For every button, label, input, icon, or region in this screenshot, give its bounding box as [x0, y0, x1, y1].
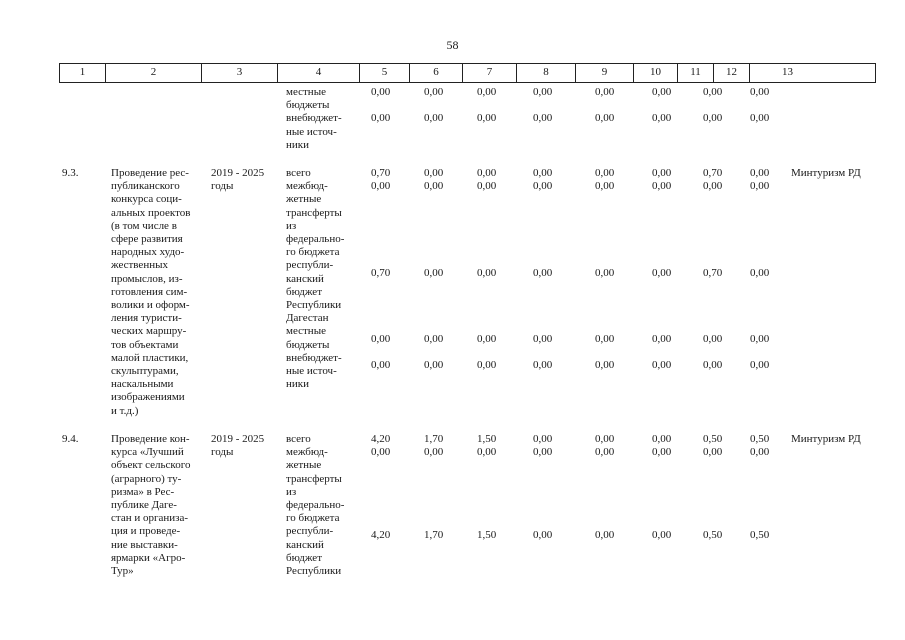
table-row-col-11: 0,00 — [703, 446, 723, 458]
table-row-col-9: 0,00 — [595, 333, 615, 345]
header-col-9: 9 — [576, 64, 634, 82]
item-executor: Минтуризм РД — [791, 433, 861, 445]
funding-source-label: бюджет — [286, 551, 322, 564]
funding-source-label: местные — [286, 325, 326, 338]
table-row-extrabudgetary-col-11: 0,00 — [703, 112, 723, 124]
header-col-10: 10 — [634, 64, 678, 82]
table-row-col-5: 0,70 — [371, 267, 391, 279]
table-row-col-10: 0,00 — [652, 267, 672, 279]
item-period: годы — [211, 180, 234, 193]
table-row-col-7: 1,50 — [477, 529, 497, 541]
funding-source-label: республи- — [286, 259, 334, 272]
funding-source-label: го бюджета — [286, 512, 340, 525]
table-row-extrabudgetary-col-12: 0,00 — [750, 112, 770, 124]
table-row-col-8: 0,00 — [533, 359, 553, 371]
funding-source-label: трансферты — [286, 472, 342, 485]
table-row-local-budgets-col-10: 0,00 — [652, 86, 672, 98]
table-row-col-9: 0,00 — [595, 529, 615, 541]
table-row-col-10: 0,00 — [652, 180, 672, 192]
table-row-col-7: 0,00 — [477, 180, 497, 192]
table-row-col-5: 0,70 — [371, 167, 391, 179]
table-row-col-11: 0,00 — [703, 333, 723, 345]
header-col-3: 3 — [202, 64, 278, 82]
table-row-col-6: 0,00 — [424, 267, 444, 279]
table-row-col-7: 1,50 — [477, 433, 497, 445]
table-row-local-budgets-col-5: 0,00 — [371, 86, 391, 98]
table-row-col-11: 0,50 — [703, 433, 723, 445]
funding-source-label: межбюд- — [286, 180, 328, 193]
table-row-col-10: 0,00 — [652, 167, 672, 179]
header-col-6: 6 — [410, 64, 463, 82]
table-row-col-9: 0,00 — [595, 433, 615, 445]
table-row-col-12: 0,00 — [750, 359, 770, 371]
table-row-col-8: 0,00 — [533, 333, 553, 345]
table-row-extrabudgetary-col-5: 0,00 — [371, 112, 391, 124]
item-period: годы — [211, 446, 234, 459]
table-row-col-5: 4,20 — [371, 433, 391, 445]
table-row-local-budgets-col-7: 0,00 — [477, 86, 497, 98]
table-row-col-10: 0,00 — [652, 359, 672, 371]
table-row-col-9: 0,00 — [595, 167, 615, 179]
table-row-extrabudgetary-col-6: 0,00 — [424, 112, 444, 124]
table-row-col-8: 0,00 — [533, 529, 553, 541]
item-description: Проведение рес- публиканского конкурса соци- альных проектов (в том числе в сфере развития народных худо- жественных промыслов, из- готовления сим- волики и оформ- ления туристи- ческих маршру- тов объектами малой пластики, скульптурами, наскальными изображениями и т.д.) — [111, 167, 191, 417]
funding-source-label: федерально- — [286, 499, 345, 511]
table-row-col-12: 0,50 — [750, 433, 770, 445]
table-row-col-6: 0,00 — [424, 359, 444, 371]
table-row-col-5: 0,00 — [371, 180, 391, 192]
funding-source-label: жетные — [286, 193, 322, 206]
funding-source-label: Дагестан — [286, 312, 329, 325]
table-row-col-8: 0,00 — [533, 180, 553, 192]
table-row-col-5: 0,00 — [371, 333, 391, 345]
funding-source-label: бюджеты — [286, 99, 330, 112]
header-col-8: 8 — [517, 64, 576, 82]
table-row-col-12: 0,00 — [750, 446, 770, 458]
table-row-col-9: 0,00 — [595, 359, 615, 371]
table-row-col-10: 0,00 — [652, 333, 672, 345]
table-row-col-6: 0,00 — [424, 167, 444, 179]
table-row-col-7: 0,00 — [477, 359, 497, 371]
table-row-col-11: 0,00 — [703, 359, 723, 371]
funding-source-label: жетные — [286, 459, 322, 472]
funding-source-label: всего — [286, 167, 311, 179]
funding-source-label: бюджеты — [286, 338, 330, 351]
table-row-col-12: 0,00 — [750, 333, 770, 345]
item-number: 9.4. — [62, 433, 79, 445]
item-description: Проведение кон- курса «Лучший объект сельского (аграрного) ту- ризма» в Рес- публике Даге- стан и организа- ция и проведе- ние выставки- ярмарки «Агро- Тур» — [111, 433, 191, 578]
funding-source-label: местные — [286, 86, 326, 98]
table-row-col-8: 0,00 — [533, 446, 553, 458]
table-row-col-11: 0,70 — [703, 167, 723, 179]
table-row-col-5: 0,00 — [371, 359, 391, 371]
table-row-col-12: 0,50 — [750, 529, 770, 541]
funding-source-label: ники — [286, 378, 310, 391]
funding-source-label: канский — [286, 538, 324, 551]
header-col-12: 12 — [714, 64, 750, 82]
table-row-extrabudgetary-col-10: 0,00 — [652, 112, 672, 124]
header-col-5: 5 — [360, 64, 410, 82]
funding-source-label: из — [286, 485, 297, 498]
page-number: 58 — [446, 38, 459, 52]
header-col-7: 7 — [463, 64, 517, 82]
funding-source-label: ные источ- — [286, 365, 337, 377]
item-number: 9.3. — [62, 167, 79, 179]
table-row-col-6: 1,70 — [424, 529, 444, 541]
funding-source-label: бюджет — [286, 285, 322, 298]
table-row-col-11: 0,70 — [703, 267, 723, 279]
table-row-col-5: 0,00 — [371, 446, 391, 458]
table-row-local-budgets-col-8: 0,00 — [533, 86, 553, 98]
funding-source-label: ники — [286, 138, 310, 151]
table-row-col-10: 0,00 — [652, 529, 672, 541]
table-row-col-9: 0,00 — [595, 180, 615, 192]
table-row-col-6: 0,00 — [424, 333, 444, 345]
header-col-2: 2 — [106, 64, 202, 82]
funding-source-label: федерально- — [286, 233, 345, 245]
funding-source-label: канский — [286, 272, 324, 285]
table-header-row — [59, 63, 876, 83]
header-col-11: 11 — [678, 64, 714, 82]
item-period: 2019 - 2025 — [211, 167, 265, 179]
table-row-extrabudgetary-col-7: 0,00 — [477, 112, 497, 124]
funding-source-label: межбюд- — [286, 446, 328, 459]
funding-source-label: ные источ- — [286, 125, 337, 138]
header-col-4: 4 — [278, 64, 360, 82]
funding-source-label: внебюджет- — [286, 112, 342, 125]
table-row-col-6: 1,70 — [424, 433, 444, 445]
table-row-local-budgets-col-6: 0,00 — [424, 86, 444, 98]
table-row-col-8: 0,00 — [533, 167, 553, 179]
table-row-col-12: 0,00 — [750, 167, 770, 179]
item-executor: Минтуризм РД — [791, 167, 861, 179]
header-col-1: 1 — [60, 64, 106, 82]
table-row-col-8: 0,00 — [533, 267, 553, 279]
funding-source-label: Республики — [286, 565, 342, 577]
item-period: 2019 - 2025 — [211, 433, 265, 445]
funding-source-label: всего — [286, 433, 311, 445]
table-row-col-6: 0,00 — [424, 180, 444, 192]
funding-source-label: внебюджет- — [286, 351, 342, 364]
table-row-col-6: 0,00 — [424, 446, 444, 458]
funding-source-label: из — [286, 219, 297, 232]
funding-source-label: трансферты — [286, 206, 342, 219]
table-row-col-10: 0,00 — [652, 446, 672, 458]
table-row-col-7: 0,00 — [477, 333, 497, 345]
funding-source-label: республи- — [286, 525, 334, 538]
table-row-local-budgets-col-9: 0,00 — [595, 86, 615, 98]
table-row-col-10: 0,00 — [652, 433, 672, 445]
table-row-col-7: 0,00 — [477, 267, 497, 279]
funding-source-label: го бюджета — [286, 246, 340, 259]
table-row-col-9: 0,00 — [595, 446, 615, 458]
table-row-col-11: 0,50 — [703, 529, 723, 541]
table-row-col-5: 4,20 — [371, 529, 391, 541]
funding-source-label: Республики — [286, 299, 342, 311]
table-row-local-budgets-col-11: 0,00 — [703, 86, 723, 98]
table-row-col-12: 0,00 — [750, 180, 770, 192]
table-row-extrabudgetary-col-9: 0,00 — [595, 112, 615, 124]
table-row-col-12: 0,00 — [750, 267, 770, 279]
table-row-col-7: 0,00 — [477, 446, 497, 458]
table-row-col-11: 0,00 — [703, 180, 723, 192]
header-col-13: 13 — [782, 66, 793, 78]
table-row-local-budgets-col-12: 0,00 — [750, 86, 770, 98]
table-row-col-7: 0,00 — [477, 167, 497, 179]
table-row-extrabudgetary-col-8: 0,00 — [533, 112, 553, 124]
table-row-col-9: 0,00 — [595, 267, 615, 279]
table-row-col-8: 0,00 — [533, 433, 553, 445]
